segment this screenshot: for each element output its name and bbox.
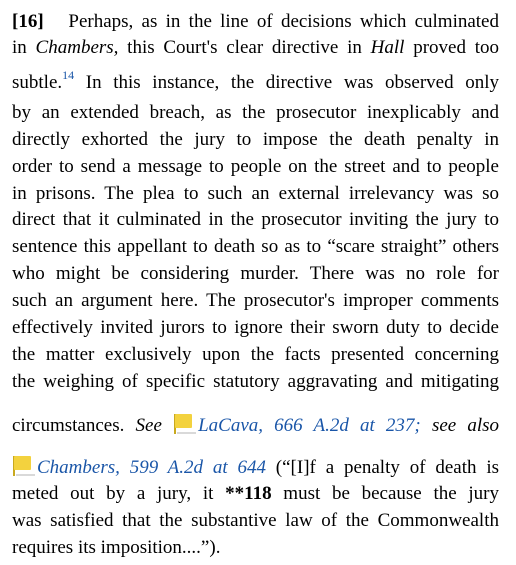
citation-link-chambers[interactable]: Chambers, 599 A.2d at 644 (37, 457, 266, 478)
text-line-8 (12, 208, 499, 232)
line-text: direct that it culminated in the prosecutor inviting the jury to (12, 209, 499, 230)
signal-see: See (135, 415, 162, 436)
line-text: In this instance, the directive was observed only (74, 72, 499, 93)
text-line-2 (12, 36, 499, 60)
line-text: sentence this appellant to death so as to “scare straight” others (12, 236, 499, 257)
page-marker: **118 (225, 483, 272, 504)
line-text: (“[I]f a penalty of death is (265, 457, 499, 478)
line-text: in prisons. The plea to such an external irrelevancy was so (12, 183, 499, 204)
line-text: this Court's clear directive in (118, 37, 371, 58)
line-text: by an extended breach, as the prosecutor inexplicably and (12, 102, 499, 123)
line-text: requires its imposition....”). (12, 537, 221, 558)
line-text: who might be considering murder. There was no role for (12, 263, 499, 284)
line-text: effectively invited jurors to ignore their sworn duty to decide (12, 317, 499, 338)
text-line-15 (12, 413, 499, 438)
flag-icon[interactable] (12, 455, 35, 477)
footnote-link-14[interactable]: 14 (62, 68, 75, 82)
citation-link-lacava[interactable]: LaCava, 666 A.2d at 237; (198, 415, 421, 436)
text-line-14 (12, 370, 499, 394)
line-text: must be because the jury (271, 483, 499, 504)
line-text: order to send a message to people on the street and to people (12, 156, 499, 177)
text-line-5 (12, 128, 499, 152)
line-text: in (12, 37, 36, 58)
line-text: subtle. (12, 72, 63, 93)
case-name-hall: Hall (370, 37, 405, 58)
text-line-1 (12, 10, 499, 34)
line-text: proved too (404, 37, 500, 58)
paragraph-number: [16] (12, 11, 44, 32)
line-text: meted out by a jury, it (12, 483, 226, 504)
text-line-10 (12, 262, 499, 286)
line-text: directly exhorted the jury to impose the death penalty in (12, 129, 499, 150)
text-line-16 (12, 455, 499, 480)
text-line-11 (12, 289, 499, 313)
line-text: circumstances. (12, 415, 136, 436)
text-line-3 (12, 68, 499, 95)
text-line-19 (12, 536, 499, 560)
text-line-9 (12, 235, 499, 259)
signal-see-also: see also (431, 415, 500, 436)
text-line-7 (12, 182, 499, 206)
line-text: such an argument here. The prosecutor's improper comments (12, 290, 499, 311)
line-text (421, 415, 432, 436)
flag-icon[interactable] (173, 413, 196, 435)
text-line-6 (12, 155, 499, 179)
line-text: was satisfied that the substantive law of the Commonwealth (12, 510, 499, 531)
text-line-13 (12, 343, 499, 367)
text-line-12 (12, 316, 499, 340)
line-text: the weighing of specific statutory aggravating and mitigating (12, 371, 499, 392)
text-line-17 (12, 482, 499, 506)
line-text: the matter exclusively upon the facts presented concerning (12, 344, 499, 365)
text-line-18 (12, 509, 499, 533)
text-line-4 (12, 101, 499, 125)
line-text: Perhaps, as in the line of decisions which culminated (68, 11, 499, 32)
case-name-chambers: Chambers, (35, 37, 119, 58)
